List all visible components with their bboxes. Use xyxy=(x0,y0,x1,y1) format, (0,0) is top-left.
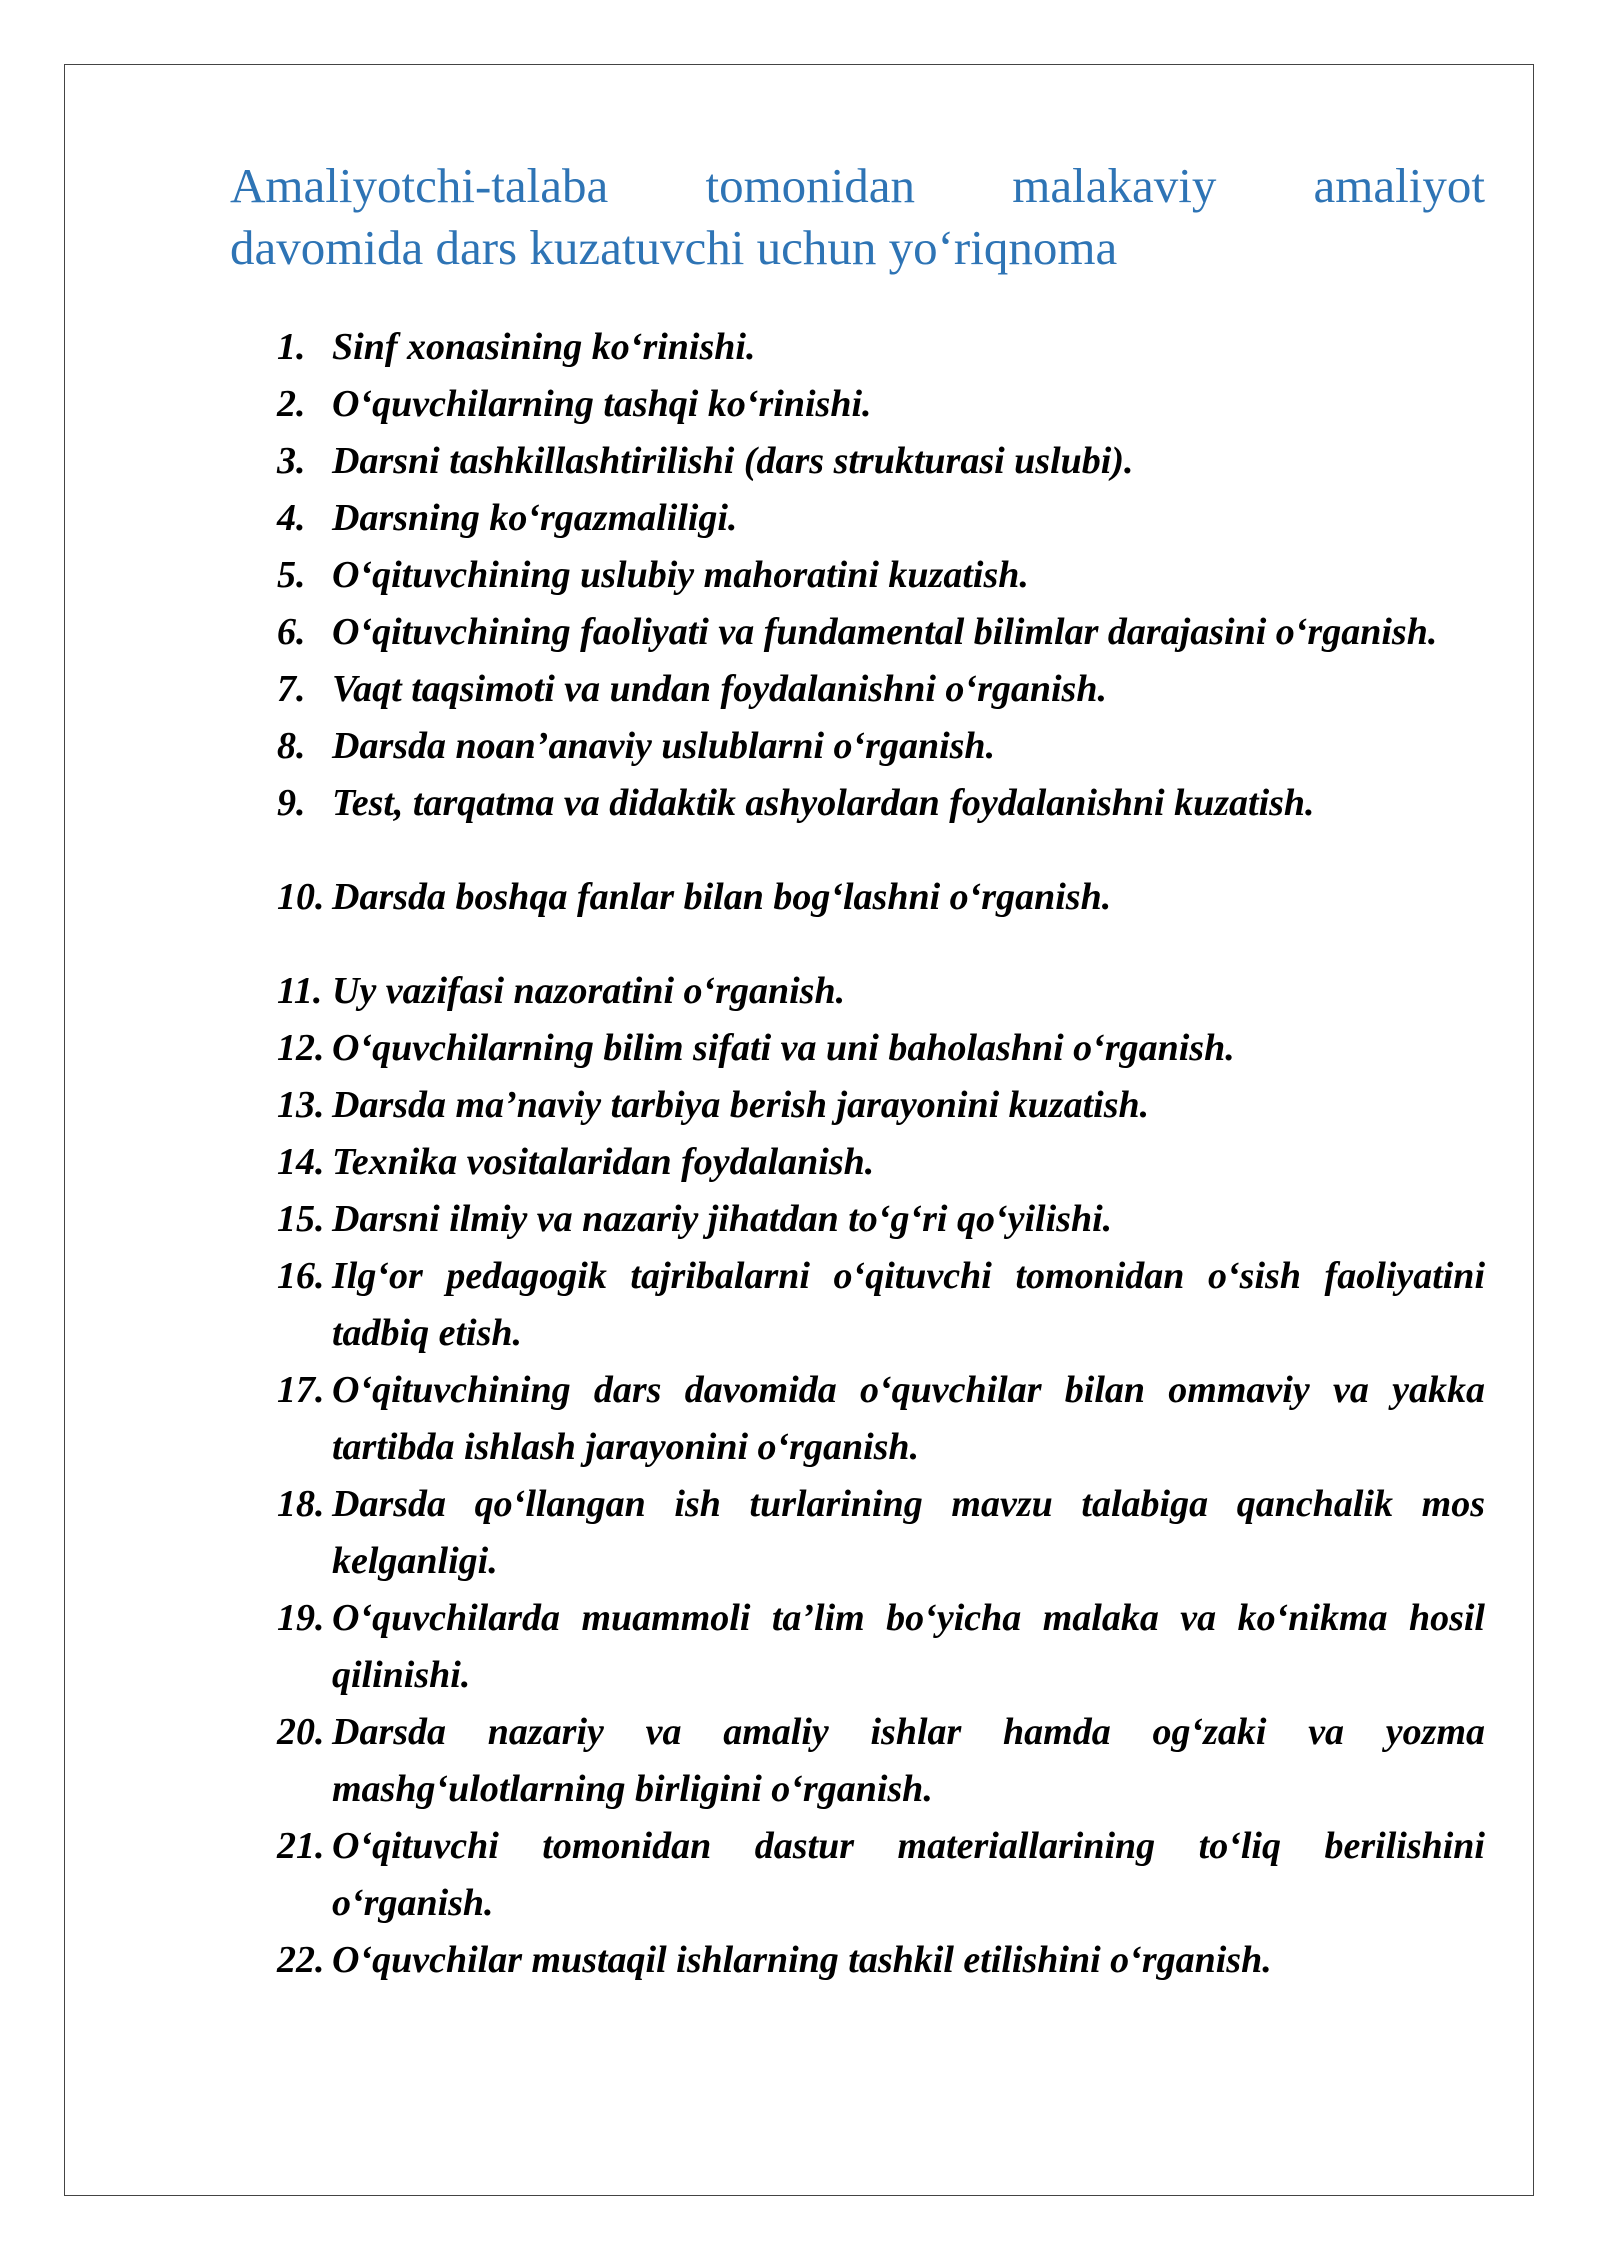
list-item xyxy=(230,775,1485,832)
item-number: 14. xyxy=(277,1141,325,1183)
item-text: Darsni tashkillashtirilishi (dars strukturasi uslubi). xyxy=(332,440,1134,482)
item-number: 18. xyxy=(277,1483,325,1525)
list-item xyxy=(230,490,1485,547)
list-item xyxy=(230,1191,1485,1248)
item-text: Uy vazifasi nazoratini o‘rganish. xyxy=(332,970,846,1012)
instruction-list xyxy=(230,319,1485,1989)
list-item xyxy=(230,547,1485,604)
item-number: 1. xyxy=(277,326,306,368)
list-item xyxy=(230,1818,1485,1932)
list-item xyxy=(230,1134,1485,1191)
item-number: 4. xyxy=(277,497,306,539)
item-text: Ilg‘or pedagogik tajribalarni o‘qituvchi tomonidan o‘sish faoliyatini tadbiq etish. xyxy=(332,1255,1485,1354)
item-number: 10. xyxy=(277,876,325,918)
item-text: O‘quvchilarning tashqi ko‘rinishi. xyxy=(332,383,872,425)
item-text: O‘qituvchining dars davomida o‘quvchilar bilan ommaviy va yakka tartibda ishlash jarayonini o‘rganish. xyxy=(332,1369,1485,1468)
title-line-1: Amaliyotchi-talaba tomonidan malakaviy amaliyot xyxy=(230,158,1485,213)
list-item xyxy=(230,661,1485,718)
list-item xyxy=(230,1590,1485,1704)
item-text: Darsda qo‘llangan ish turlarining mavzu talabiga qanchalik mos kelganligi. xyxy=(332,1483,1485,1582)
item-number: 17. xyxy=(277,1369,325,1411)
item-text: Darsda nazariy va amaliy ishlar hamda og‘zaki va yozma mashg‘ulotlarning birligini o‘rganish. xyxy=(332,1711,1485,1810)
item-number: 13. xyxy=(277,1084,325,1126)
list-item xyxy=(230,1476,1485,1590)
list-item xyxy=(230,718,1485,775)
item-text: Darsda noan’anaviy uslublarni o‘rganish. xyxy=(332,725,996,767)
item-text: Test, tarqatma va didaktik ashyolardan foydalanishni kuzatish. xyxy=(332,782,1315,824)
list-item xyxy=(230,604,1485,661)
title-line-2: davomida dars kuzatuvchi uchun yo‘riqnoma xyxy=(230,220,1118,275)
item-number: 16. xyxy=(277,1255,325,1297)
list-item xyxy=(230,376,1485,433)
item-number: 3. xyxy=(277,440,306,482)
item-text: Vaqt taqsimoti va undan foydalanishni o‘rganish. xyxy=(332,668,1107,710)
item-number: 9. xyxy=(277,782,306,824)
item-number: 20. xyxy=(277,1711,325,1753)
item-text: O‘quvchilarda muammoli ta’lim bo‘yicha malaka va ko‘nikma hosil qilinishi. xyxy=(332,1597,1485,1696)
item-text: O‘quvchilar mustaqil ishlarning tashkil etilishini o‘rganish. xyxy=(332,1939,1272,1981)
list-item xyxy=(230,319,1485,376)
item-text: Darsda boshqa fanlar bilan bog‘lashni o‘rganish. xyxy=(332,876,1112,918)
list-item xyxy=(230,433,1485,490)
list-item xyxy=(230,1704,1485,1818)
item-number: 19. xyxy=(277,1597,325,1639)
item-text: O‘quvchilarning bilim sifati va uni baholashni o‘rganish. xyxy=(332,1027,1235,1069)
item-number: 11. xyxy=(277,970,323,1012)
item-text: O‘qituvchi tomonidan dastur materiallarining to‘liq berilishini o‘rganish. xyxy=(332,1825,1485,1924)
item-number: 6. xyxy=(277,611,306,653)
item-text: Darsni ilmiy va nazariy jihatdan to‘g‘ri qo‘yilishi. xyxy=(332,1198,1113,1240)
item-text: O‘qituvchining faoliyati va fundamental bilimlar darajasini o‘rganish. xyxy=(332,611,1438,653)
list-item xyxy=(230,1020,1485,1077)
item-number: 8. xyxy=(277,725,306,767)
item-text: Sinf xonasining ko‘rinishi. xyxy=(332,326,756,368)
item-text: Darsning ko‘rgazmaliligi. xyxy=(332,497,738,539)
list-item xyxy=(230,869,1485,926)
item-number: 22. xyxy=(277,1939,325,1981)
item-number: 2. xyxy=(277,383,306,425)
document-title xyxy=(230,155,1485,279)
item-text: Texnika vositalaridan foydalanish. xyxy=(332,1141,875,1183)
list-item xyxy=(230,963,1485,1020)
list-item xyxy=(230,1248,1485,1362)
item-number: 15. xyxy=(277,1198,325,1240)
item-number: 12. xyxy=(277,1027,325,1069)
list-item xyxy=(230,1077,1485,1134)
list-item xyxy=(230,1932,1485,1989)
item-text: Darsda ma’naviy tarbiya berish jarayonini kuzatish. xyxy=(332,1084,1150,1126)
item-number: 7. xyxy=(277,668,306,710)
item-number: 21. xyxy=(277,1825,325,1867)
item-number: 5. xyxy=(277,554,306,596)
item-text: O‘qituvchining uslubiy mahoratini kuzatish. xyxy=(332,554,1029,596)
list-item xyxy=(230,1362,1485,1476)
document-body xyxy=(230,155,1485,1989)
